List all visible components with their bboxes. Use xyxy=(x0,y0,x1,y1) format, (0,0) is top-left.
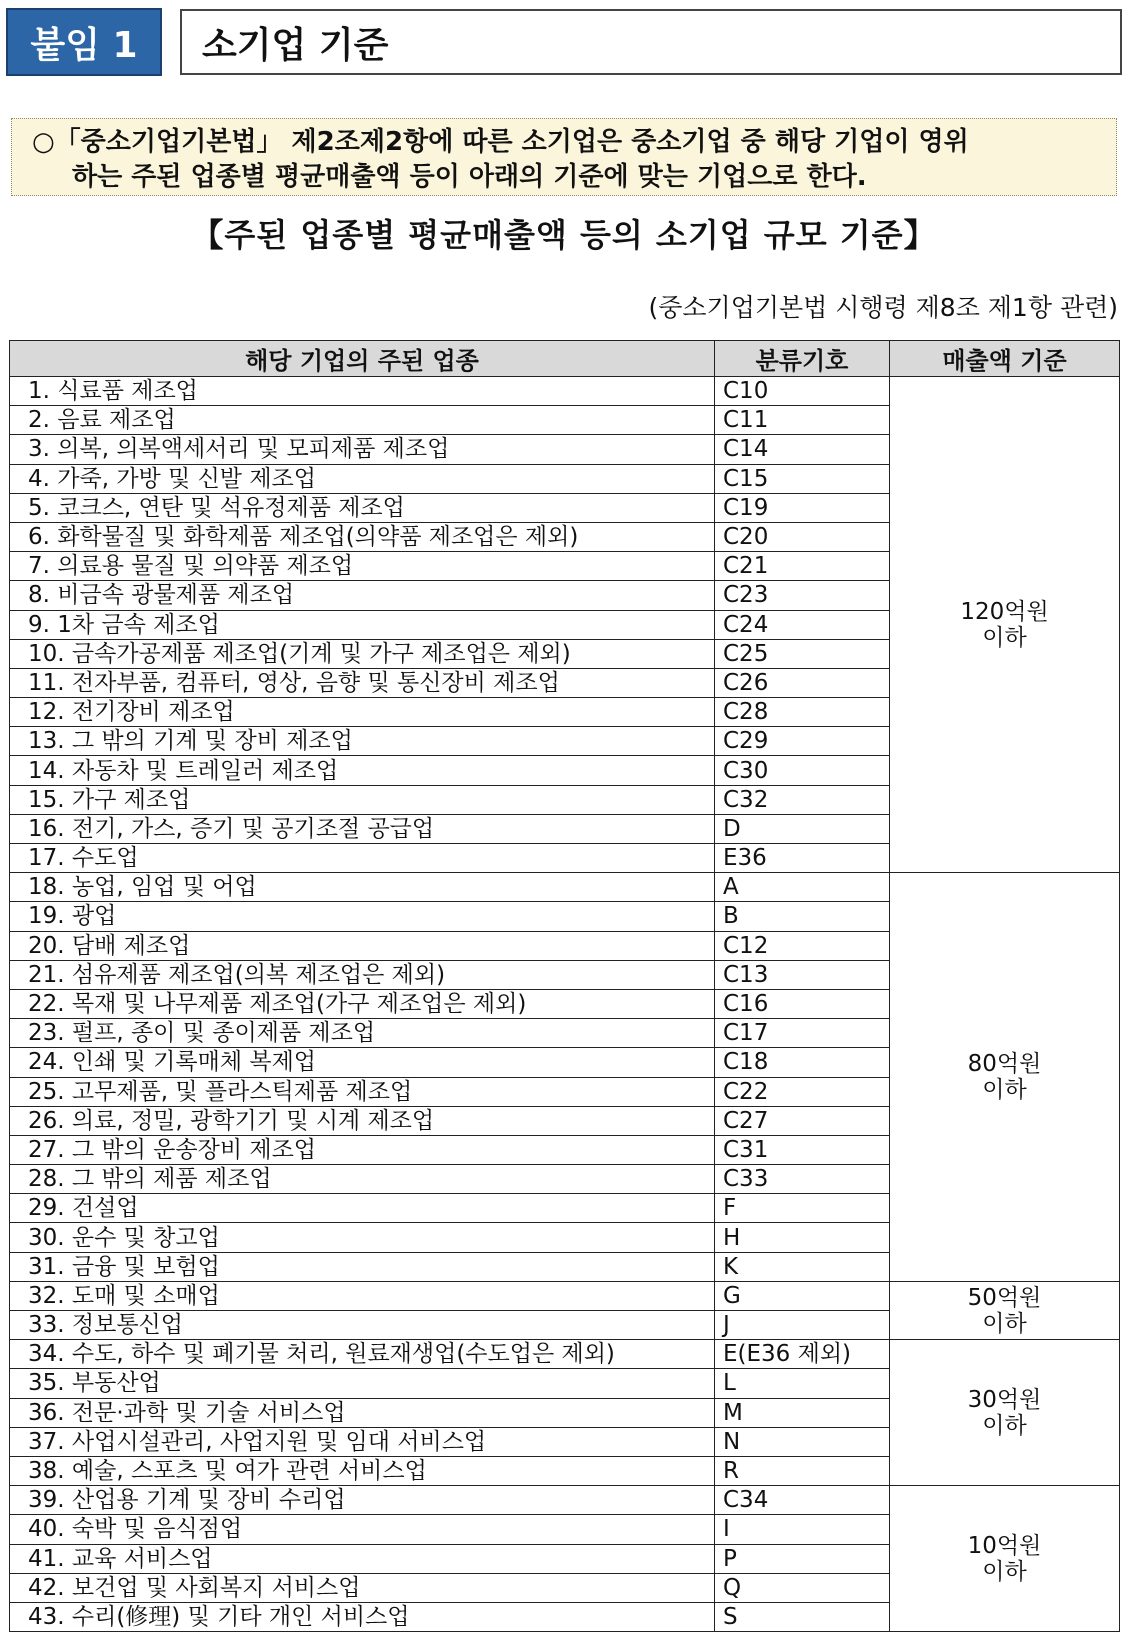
industry-cell: 28. 그 밖의 제품 제조업 xyxy=(10,1165,715,1194)
industry-cell: 13. 그 밖의 기계 및 장비 제조업 xyxy=(10,727,715,756)
sales-suffix: 이하 xyxy=(982,1412,1027,1439)
classification-code-cell: C30 xyxy=(715,756,890,785)
classification-code-cell: G xyxy=(715,1281,890,1310)
sales-suffix: 이하 xyxy=(982,1558,1027,1585)
note-line-1: ○「중소기업기본법」 제2조제2항에 따른 소기업은 중소기업 중 해당 기업이 영위 xyxy=(32,127,969,157)
table-row xyxy=(10,1281,1120,1310)
classification-code-cell: N xyxy=(715,1427,890,1456)
legal-reference: (중소기업기본법 시행령 제8조 제1항 관련) xyxy=(648,293,1118,322)
industry-cell: 11. 전자부품, 컴퓨터, 영상, 음향 및 통신장비 제조업 xyxy=(10,668,715,697)
industry-cell: 33. 정보통신업 xyxy=(10,1311,715,1340)
sales-threshold-cell xyxy=(890,1486,1120,1632)
industry-cell: 25. 고무제품, 및 플라스틱제품 제조업 xyxy=(10,1077,715,1106)
industry-cell: 10. 금속가공제품 제조업(기계 및 가구 제조업은 제외) xyxy=(10,639,715,668)
classification-code-cell: Q xyxy=(715,1573,890,1602)
classification-code-cell: L xyxy=(715,1369,890,1398)
sales-suffix: 이하 xyxy=(982,624,1027,651)
classification-code-cell: C17 xyxy=(715,1019,890,1048)
small-business-criteria-table xyxy=(9,340,1120,1632)
page-title: 소기업 기준 xyxy=(180,9,1122,75)
classification-code-cell: C19 xyxy=(715,493,890,522)
classification-code-cell: C32 xyxy=(715,785,890,814)
industry-cell: 24. 인쇄 및 기록매체 복제업 xyxy=(10,1048,715,1077)
industry-cell: 26. 의료, 정밀, 광학기기 및 시계 제조업 xyxy=(10,1106,715,1135)
industry-cell: 41. 교육 서비스업 xyxy=(10,1544,715,1573)
industry-cell: 18. 농업, 임업 및 어업 xyxy=(10,873,715,902)
table-row xyxy=(10,1340,1120,1369)
sales-amount: 30억원 xyxy=(967,1386,1042,1413)
industry-cell: 22. 목재 및 나무제품 제조업(가구 제조업은 제외) xyxy=(10,989,715,1018)
column-header-sales: 매출액 기준 xyxy=(890,341,1120,377)
industry-cell: 5. 코크스, 연탄 및 석유정제품 제조업 xyxy=(10,493,715,522)
sales-threshold-cell xyxy=(890,873,1120,1282)
table-body xyxy=(10,377,1120,1632)
classification-code-cell: C14 xyxy=(715,435,890,464)
classification-code-cell: C16 xyxy=(715,989,890,1018)
note-line-2: 하는 주된 업종별 평균매출액 등이 아래의 기준에 맞는 기업으로 한다. xyxy=(72,162,867,192)
industry-cell: 9. 1차 금속 제조업 xyxy=(10,610,715,639)
classification-code-cell: C12 xyxy=(715,931,890,960)
classification-code-cell: C31 xyxy=(715,1135,890,1164)
industry-cell: 14. 자동차 및 트레일러 제조업 xyxy=(10,756,715,785)
industry-cell: 29. 건설업 xyxy=(10,1194,715,1223)
industry-cell: 4. 가죽, 가방 및 신발 제조업 xyxy=(10,464,715,493)
industry-cell: 15. 가구 제조업 xyxy=(10,785,715,814)
industry-cell: 19. 광업 xyxy=(10,902,715,931)
document-header xyxy=(6,8,1122,78)
industry-cell: 35. 부동산업 xyxy=(10,1369,715,1398)
classification-code-cell: C27 xyxy=(715,1106,890,1135)
classification-code-cell: E36 xyxy=(715,844,890,873)
sales-suffix: 이하 xyxy=(982,1310,1027,1337)
industry-cell: 7. 의료용 물질 및 의약품 제조업 xyxy=(10,552,715,581)
intro-note xyxy=(11,118,1117,196)
classification-code-cell: C21 xyxy=(715,552,890,581)
classification-code-cell: C34 xyxy=(715,1486,890,1515)
industry-cell: 38. 예술, 스포츠 및 여가 관련 서비스업 xyxy=(10,1456,715,1485)
classification-code-cell: F xyxy=(715,1194,890,1223)
classification-code-cell: C33 xyxy=(715,1165,890,1194)
classification-code-cell: A xyxy=(715,873,890,902)
industry-cell: 32. 도매 및 소매업 xyxy=(10,1281,715,1310)
sales-suffix: 이하 xyxy=(982,1077,1027,1103)
table-header-row xyxy=(10,341,1120,377)
sales-amount: 80억원 xyxy=(967,1051,1042,1077)
industry-cell: 2. 음료 제조업 xyxy=(10,406,715,435)
table-title: 【주된 업종별 평균매출액 등의 소기업 규모 기준】 xyxy=(191,216,937,254)
industry-cell: 12. 전기장비 제조업 xyxy=(10,698,715,727)
sales-threshold-cell xyxy=(890,1340,1120,1486)
industry-cell: 20. 담배 제조업 xyxy=(10,931,715,960)
classification-code-cell: C10 xyxy=(715,377,890,406)
industry-cell: 23. 펄프, 종이 및 종이제품 제조업 xyxy=(10,1019,715,1048)
industry-cell: 39. 산업용 기계 및 장비 수리업 xyxy=(10,1486,715,1515)
industry-cell: 30. 운수 및 창고업 xyxy=(10,1223,715,1252)
table-row xyxy=(10,873,1120,902)
classification-code-cell: C29 xyxy=(715,727,890,756)
classification-code-cell: C11 xyxy=(715,406,890,435)
sales-threshold-cell xyxy=(890,377,1120,873)
industry-cell: 31. 금융 및 보험업 xyxy=(10,1252,715,1281)
industry-cell: 6. 화학물질 및 화학제품 제조업(의약품 제조업은 제외) xyxy=(10,522,715,551)
industry-cell: 43. 수리(修理) 및 기타 개인 서비스업 xyxy=(10,1602,715,1631)
sales-amount: 50억원 xyxy=(967,1284,1042,1311)
industry-cell: 42. 보건업 및 사회복지 서비스업 xyxy=(10,1573,715,1602)
classification-code-cell: E(E36 제외) xyxy=(715,1340,890,1369)
classification-code-cell: M xyxy=(715,1398,890,1427)
industry-cell: 16. 전기, 가스, 증기 및 공기조절 공급업 xyxy=(10,814,715,843)
classification-code-cell: J xyxy=(715,1311,890,1340)
sales-amount: 10억원 xyxy=(967,1532,1042,1559)
sales-threshold-cell xyxy=(890,1281,1120,1339)
industry-cell: 27. 그 밖의 운송장비 제조업 xyxy=(10,1135,715,1164)
classification-code-cell: S xyxy=(715,1602,890,1631)
classification-code-cell: I xyxy=(715,1515,890,1544)
industry-cell: 17. 수도업 xyxy=(10,844,715,873)
industry-cell: 3. 의복, 의복액세서리 및 모피제품 제조업 xyxy=(10,435,715,464)
column-header-code: 분류기호 xyxy=(715,341,890,377)
industry-cell: 40. 숙박 및 음식점업 xyxy=(10,1515,715,1544)
classification-code-cell: H xyxy=(715,1223,890,1252)
industry-cell: 34. 수도, 하수 및 폐기물 처리, 원료재생업(수도업은 제외) xyxy=(10,1340,715,1369)
classification-code-cell: C20 xyxy=(715,522,890,551)
classification-code-cell: P xyxy=(715,1544,890,1573)
classification-code-cell: B xyxy=(715,902,890,931)
industry-cell: 36. 전문·과학 및 기술 서비스업 xyxy=(10,1398,715,1427)
classification-code-cell: C22 xyxy=(715,1077,890,1106)
table-row xyxy=(10,1486,1120,1515)
classification-code-cell: C25 xyxy=(715,639,890,668)
sales-amount: 120억원 xyxy=(960,598,1049,625)
column-header-industry: 해당 기업의 주된 업종 xyxy=(10,341,715,377)
classification-code-cell: C24 xyxy=(715,610,890,639)
classification-code-cell: C15 xyxy=(715,464,890,493)
industry-cell: 21. 섬유제품 제조업(의복 제조업은 제외) xyxy=(10,960,715,989)
classification-code-cell: C23 xyxy=(715,581,890,610)
industry-cell: 37. 사업시설관리, 사업지원 및 임대 서비스업 xyxy=(10,1427,715,1456)
classification-code-cell: C26 xyxy=(715,668,890,697)
classification-code-cell: C28 xyxy=(715,698,890,727)
classification-code-cell: K xyxy=(715,1252,890,1281)
industry-cell: 8. 비금속 광물제품 제조업 xyxy=(10,581,715,610)
classification-code-cell: D xyxy=(715,814,890,843)
attachment-badge: 붙임 1 xyxy=(6,8,162,76)
table-row xyxy=(10,377,1120,406)
classification-code-cell: C13 xyxy=(715,960,890,989)
classification-code-cell: C18 xyxy=(715,1048,890,1077)
industry-cell: 1. 식료품 제조업 xyxy=(10,377,715,406)
classification-code-cell: R xyxy=(715,1456,890,1485)
